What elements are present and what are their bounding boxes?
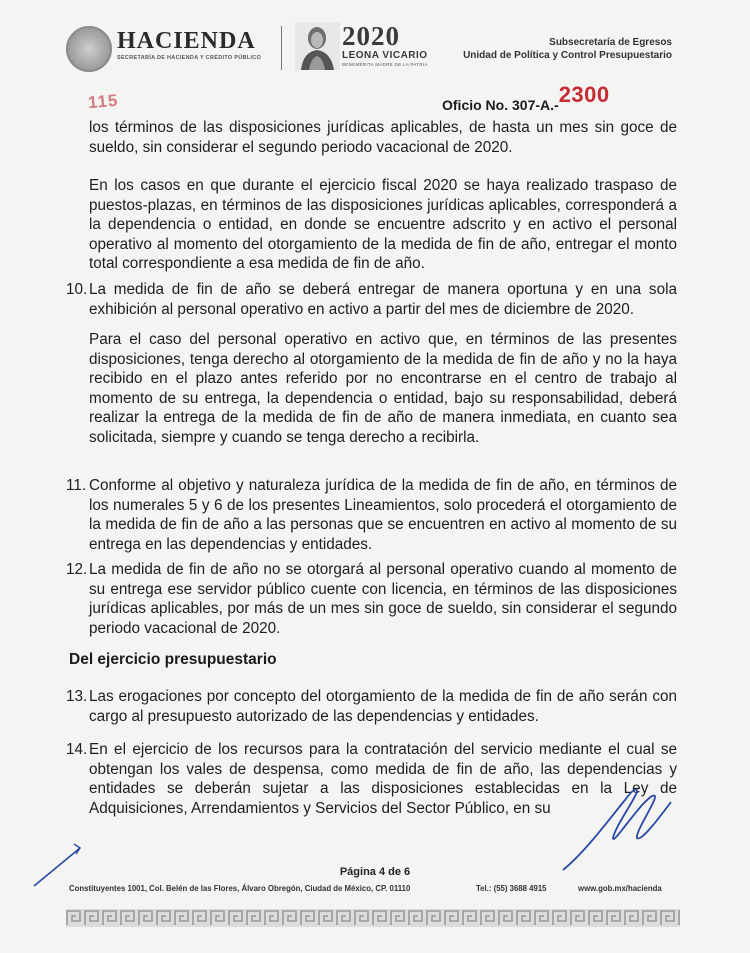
decorative-band [66, 909, 680, 927]
unit-line-2: Unidad de Política y Control Presupuestario [463, 50, 672, 61]
item-12-number: 12. [66, 561, 88, 578]
section-heading: Del ejercicio presupuestario [69, 651, 277, 668]
oficio-handwritten-number: 2300 [558, 82, 610, 107]
unit-line-1: Subsecretaría de Egresos [549, 37, 672, 48]
item-13-number: 13. [66, 688, 88, 705]
coat-of-arms-logo [66, 26, 112, 72]
page-number: Página 4 de 6 [339, 866, 411, 878]
item-10-paragraph-2: Para el caso del personal operativo en activo que, en términos de las presentes disposiciones, tenga derecho al otorgamiento de la medida de fin de año y no la haya recibido en el plazo antes referido por no encontrarse en el centro de trabajo al momento de su entrega, la dependencia o entidad, bajo su responsabilidad, deberá realizar la entrega de la medida de fin de año de manera inmediata, en cuanto sea solicitada, siempre y cuando se tenga derecho a recibirla. [89, 331, 677, 446]
item-11-text: Conforme al objetivo y naturaleza jurídica de la medida de fin de año, en términos de los numerales 5 y 6 de los presentes Lineamientos, solo procederá el otorgamiento de la medida de fin de año a las personas que se encuentren en activo al momento de su entrega en las dependencias y entidades. [89, 477, 677, 553]
institution-name: HACIENDA [117, 28, 256, 54]
honoree-subtitle: BENEMÉRITA MADRE DE LA PATRIA [342, 62, 428, 67]
honoree-name: LEONA VICARIO [342, 50, 428, 61]
institution-subtitle: SECRETARÍA DE HACIENDA Y CRÉDITO PÚBLICO [117, 55, 262, 61]
oficio-number [442, 82, 610, 116]
footer-address: Constituyentes 1001, Col. Belén de las Flores, Álvaro Obregón, Ciudad de México, CP. 01110 [69, 884, 411, 893]
item-14-number: 14. [66, 741, 88, 758]
year-logo: 2020 [342, 21, 400, 51]
issuing-unit [463, 36, 672, 62]
paragraph-continuation: los términos de las disposiciones jurídicas aplicables, de hasta un mes sin goce de sueldo, sin considerar el segundo periodo vacacional de 2020. [89, 119, 677, 156]
header-divider [281, 26, 282, 70]
footer-phone: Tel.: (55) 3688 4915 [476, 884, 547, 893]
item-12-text: La medida de fin de año no se otorgará al personal operativo cuando al momento de su entrega ese servidor público cuente con licencia, en términos de las disposiciones jurídicas aplicables, por más de un mes sin goce de sueldo, sin considerar el segundo periodo vacacional de 2020. [89, 561, 677, 637]
portrait-logo [295, 22, 340, 70]
item-13-text: Las erogaciones por concepto del otorgamiento de la medida de fin de año serán con cargo al presupuesto autorizado de las dependencias y entidades. [89, 688, 677, 725]
signature-mark [555, 782, 675, 874]
reception-stamp: 115 [87, 90, 120, 113]
item-10-text: La medida de fin de año se deberá entregar de manera oportuna y en una sola exhibición al personal operativo en activo a partir del mes de diciembre de 2020. [89, 281, 677, 318]
paragraph-traspaso: En los casos en que durante el ejercicio fiscal 2020 se haya realizado traspaso de puestos-plazas, en términos de las disposiciones jurídicas aplicables, corresponderá a la dependencia o entidad, en donde se encuentre adscrito y en activo el personal operativo al momento del otorgamiento de la medida de fin de año, entregar el monto total correspondiente a esa medida de fin de año. [89, 177, 677, 272]
item-14-text: En el ejercicio de los recursos para la contratación del servicio mediante el cual se obtengan los vales de despensa, como medida de fin de año, las dependencias y entidades se deberán sujetar a las disposiciones establecidas en la Ley de Adquisiciones, Arrendamientos y Servicios del Sector Público, en su [89, 741, 677, 817]
initial-mark [30, 830, 90, 890]
item-10-number: 10. [66, 281, 88, 298]
footer-website: www.gob.mx/hacienda [578, 884, 662, 893]
oficio-label: Oficio No. 307-A.- [442, 97, 559, 113]
item-11-number: 11. [66, 477, 87, 494]
